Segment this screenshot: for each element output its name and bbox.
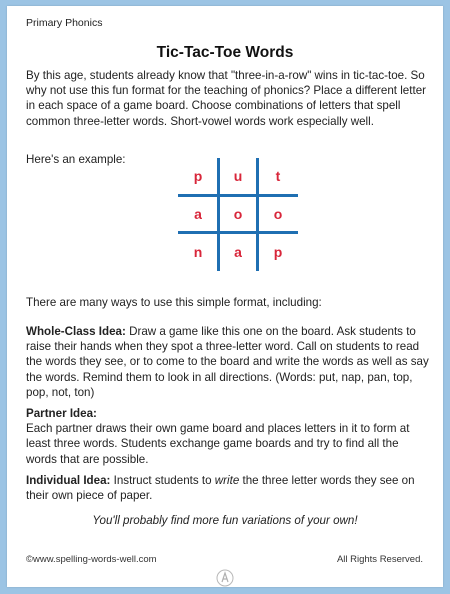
whole-class-text: Draw a game like this one on the board. Ask students to raise their hands when they spot a three-letter word. Call on students to read the words they see, or to come to the board and write the words as well as say the words. Remind them to look in all directions. (Words: put, nap, pan, top, pop, not, ton) bbox=[26, 325, 429, 399]
individual-text-before: Instruct students to bbox=[110, 474, 215, 487]
board-cell: o bbox=[273, 206, 283, 222]
board-cell: a bbox=[194, 206, 202, 222]
closing-line: You'll probably find more fun variations of your own! bbox=[92, 514, 358, 527]
individual-heading: Individual Idea: bbox=[26, 474, 111, 487]
board-cell: p bbox=[273, 244, 283, 260]
footer-rights: All Rights Reserved. bbox=[336, 554, 423, 565]
header-label: Primary Phonics bbox=[26, 17, 103, 29]
whole-class-idea bbox=[26, 324, 430, 400]
partner-idea bbox=[26, 406, 430, 467]
individual-text-emphasis: write bbox=[214, 474, 240, 487]
board-cell: u bbox=[233, 168, 243, 184]
board-cell: p bbox=[193, 168, 203, 184]
board-cell: o bbox=[233, 206, 243, 222]
partner-heading: Partner Idea: bbox=[26, 407, 97, 420]
individual-text-after: the three letter words they see on their own piece of paper. bbox=[26, 474, 415, 503]
page-title: Tic-Tac-Toe Words bbox=[156, 44, 294, 61]
example-label: Here's an example: bbox=[26, 153, 126, 166]
site-logo-icon bbox=[216, 569, 234, 587]
whole-class-heading: Whole-Class Idea: bbox=[26, 325, 126, 338]
individual-idea bbox=[26, 473, 430, 503]
tic-tac-toe-board bbox=[178, 158, 298, 271]
ways-intro: There are many ways to use this simple format, including: bbox=[26, 296, 322, 309]
board-cell: t bbox=[275, 168, 281, 184]
partner-text: Each partner draws their own game board and places letters in it to form at least three words. Students exchange game boards and try to find all the words that are possible. bbox=[26, 422, 410, 466]
worksheet-page bbox=[7, 6, 443, 587]
board-cell: a bbox=[234, 244, 242, 260]
intro-paragraph: By this age, students already know that "three-in-a-row" wins in tic-tac-toe. So why not use this fun format for the teaching of phonics? Place a different letter in each space of a game board. Choose combinations of letters that spell common three-letter words. Short-vowel words work especially well. bbox=[26, 69, 427, 128]
board-cell: n bbox=[193, 244, 203, 260]
footer-copyright: ©www.spelling-words-well.com bbox=[26, 554, 157, 565]
